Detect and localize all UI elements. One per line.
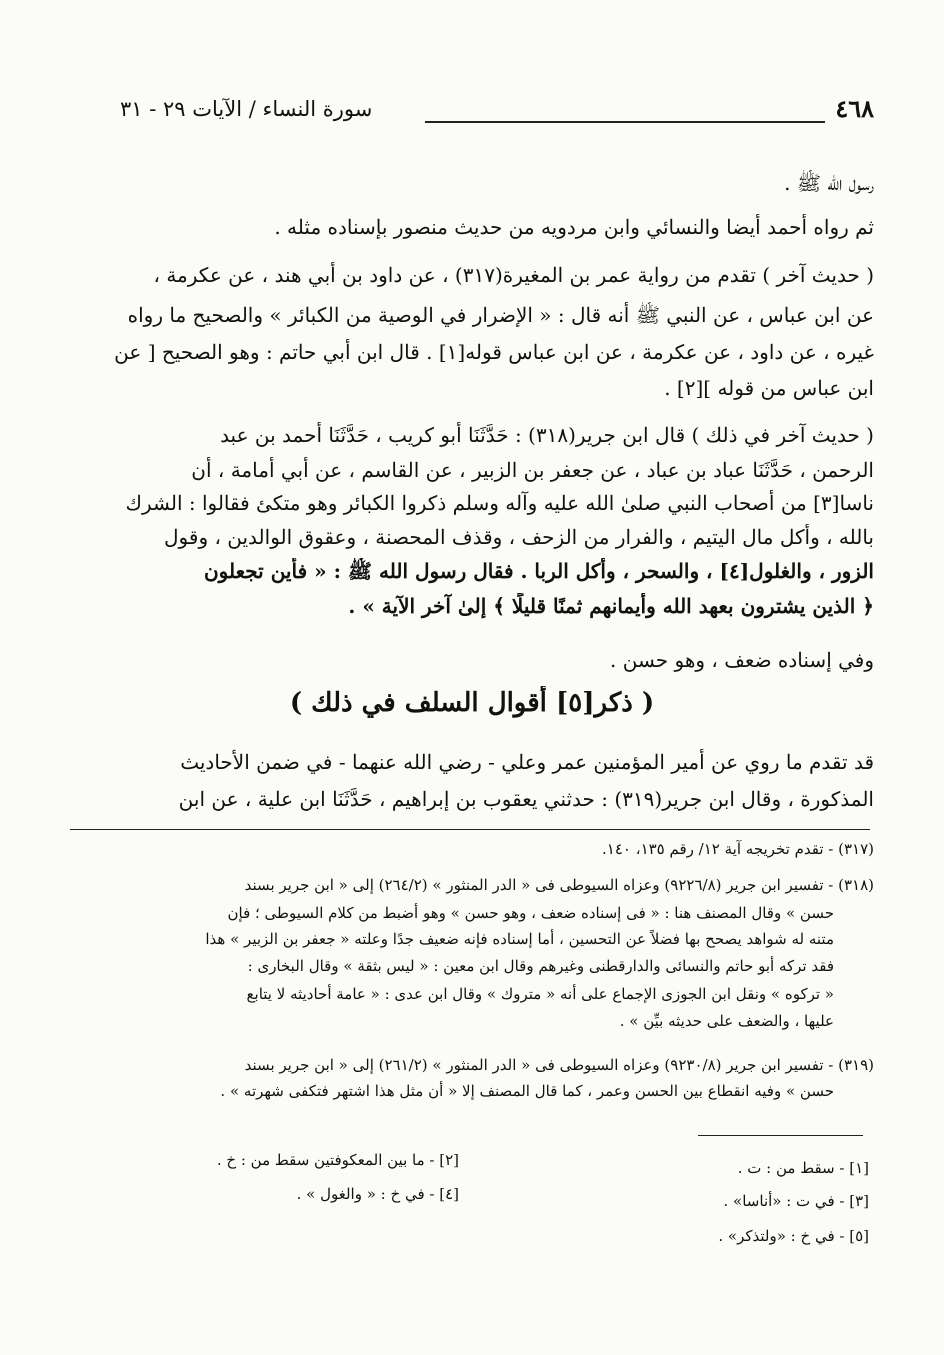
chapter-title: سورة النساء / الآيات ٢٩ - ٣١ [120,97,373,121]
body-line: الزور ، والغلول[٤] ، والسحر ، وأكل الربا . فقال رسول الله ﷺ : « فأين تجعلون [203,559,874,583]
body-line: وفي إسناده ضعف ، وهو حسن . [610,648,874,672]
footnote-319: (٣١٩) - تفسير ابن جرير (٩٢٣٠/٨) وعزاه السيوطى فى « الدر المنثور » (٢٦١/٢) إلى « ابن جرير بسند [244,1056,874,1074]
body-line: المذكورة ، وقال ابن جرير(٣١٩) : حدثني يعقوب بن إبراهيم ، حَدَّثَنَا ابن علية ، عن ابن [178,787,874,811]
body-line: ( حديث آخر في ذلك ) قال ابن جرير(٣١٨) : حَدَّثَنَا أبو كريب ، حَدَّثَنَا أحمد بن عبد [220,423,874,447]
footnote-rule [70,829,870,830]
body-line: بالله ، وأكل مال اليتيم ، والفرار من الزحف ، وقذف المحصنة ، وعقوق الوالدين ، وقول [164,525,874,549]
footnote-line: فقد تركه أبو حاتم والنسائى والدارقطنى وغيرهم وقال ابن معين : « ليس بثقة » وقال البخارى : [247,957,834,975]
body-line: ناسا[٣] من أصحاب النبي صلىٰ الله عليه وآله وسلم ذكروا الكبائر وهو متكئ فقالوا : الشرك [125,491,874,515]
body-line: ابن عباس من قوله ][٢] . [664,376,874,400]
body-line: الرحمن ، حَدَّثَنَا عباد بن عباد ، عن جعفر بن الزبير ، عن القاسم ، عن أبي أمامة ، أن [191,458,874,482]
side-note-3: [٣] - في ت : «أناسا» . [723,1192,869,1210]
section-heading: ( ذكر[٥] أقوال السلف في ذلك ) [289,688,655,718]
footnote-line: متنه له شواهد يصحح بها فضلاً عن التحسين ، أما إسناده فإنه ضعيف جدًا وعلته « جعفر بن الزبير » هذا [205,930,834,948]
body-line: رسول الله ﷺ . [784,171,874,195]
notes-rule [698,1135,863,1136]
body-line: ( حديث آخر ) تقدم من رواية عمر بن المغيرة(٣١٧) ، عن داود بن أبي هند ، عن عكرمة ، [153,263,874,287]
side-note-2: [٢] - ما بين المعكوفتين سقط من : خ . [216,1151,459,1169]
header-rule [425,121,825,123]
footnote-318: (٣١٨) - تفسير ابن جرير (٩٢٢٦/٨) وعزاه السيوطى فى « الدر المنثور » (٢٦٤/٢) إلى « ابن جرير بسند [244,876,874,894]
side-note-1: [١] - سقط من : ت . [737,1159,869,1177]
quran-verse: ﴿ الذين يشترون بعهد الله وأيمانهم ثمنًا قليلًا ﴾ إلىٰ آخر الآية » . [348,594,874,618]
side-note-5: [٥] - في خ : «ولتذكر» . [718,1227,869,1245]
footnote-line: حسن » وقال المصنف هنا : « فى إسناده ضعف ، وهو حسن » وهو أضبط من كلام السيوطى ؛ فإن [227,904,834,922]
body-line: ثم رواه أحمد أيضا والنسائي وابن مردويه من حديث منصور بإسناده مثله . [274,215,874,239]
footnote-line: عليها ، والضعف على حديثه بيِّن » . [619,1012,834,1030]
page-number: ٤٦٨ [835,96,874,122]
footnote-317: (٣١٧) - تقدم تخريجه آية ١٢/ رقم ١٣٥، ١٤٠. [602,840,874,858]
body-line: عن ابن عباس ، عن النبي ﷺ أنه قال : « الإضرار في الوصية من الكبائر » والصحيح ما رواه [127,303,874,327]
footnote-line: « تركوه » ونقل ابن الجوزى الإجماع على أنه « متروك » وقال ابن عدى : « عامة أحاديثه لا يتابع [246,985,834,1003]
body-line: غيره ، عن داود ، عن عكرمة ، عن ابن عباس قوله[١] . قال ابن أبي حاتم : وهو الصحيح [ عن [114,340,874,364]
footnote-line: حسن » وفيه انقطاع بين الحسن وعمر ، كما قال المصنف إلا « أن مثل هذا اشتهر فتكفى شهرته » . [220,1082,834,1100]
side-note-4: [٤] - في خ : « والغول » . [296,1185,459,1203]
body-line: قد تقدم ما روي عن أمير المؤمنين عمر وعلي - رضي الله عنهما - في ضمن الأحاديث [180,750,874,774]
